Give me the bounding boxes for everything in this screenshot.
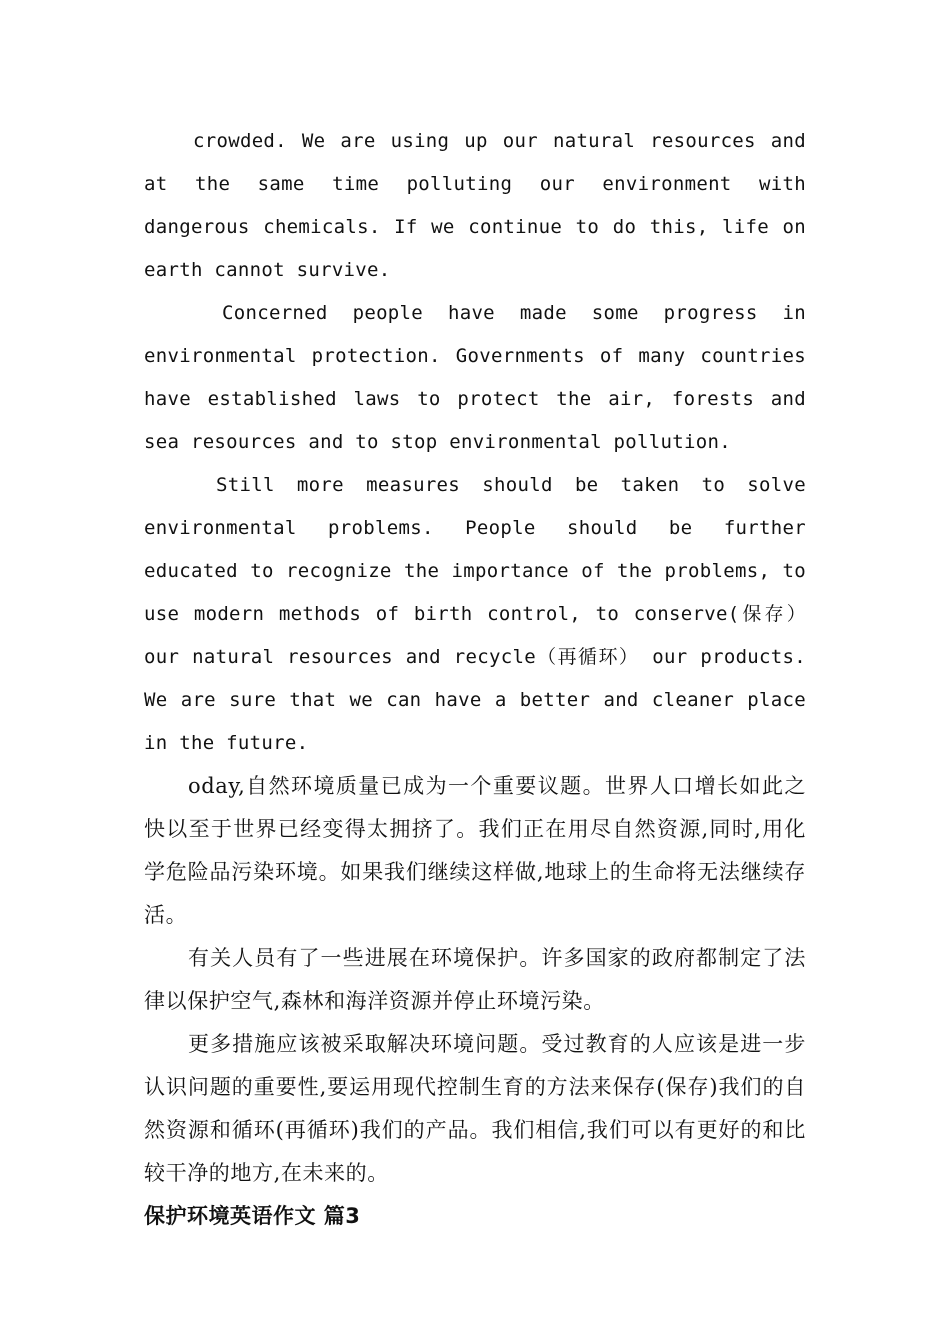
chinese-paragraph-1: oday,自然环境质量已成为一个重要议题。世界人口增长如此之快以至于世界已经变得太拥挤了。我们正在用尽自然资源,同时,用化学危险品污染环境。如果我们继续这样做,地球上的生命将无法继续存活。	[144, 774, 806, 927]
english-paragraph-2: Concerned people have made some progress in environmental protection. Governments of many countries have established laws to protect the air, forests and sea resources and to stop environmental pollution.	[144, 302, 806, 453]
chinese-paragraph-3: 更多措施应该被采取解决环境问题。受过教育的人应该是进一步认识问题的重要性,要运用现代控制生育的方法来保存(保存)我们的自然资源和循环(再循环)我们的产品。我们相信,我们可以有更好的和比较干净的地方,在未来的。	[144, 1032, 806, 1185]
english-paragraph-3: Still more measures should be taken to solve environmental problems. People should be further educated to recognize the importance of the problems, to use modern methods of birth control, to conserve(保存） our natural resources and recycle（再循环） our products. We are sure that we can have a better and cleaner place in the future.	[144, 474, 806, 754]
chinese-paragraph-2: 有关人员有了一些进展在环境保护。许多国家的政府都制定了法律以保护空气,森林和海洋资源并停止环境污染。	[144, 946, 806, 1013]
section-heading: 保护环境英语作文 篇3	[144, 1204, 361, 1228]
english-paragraph-1: crowded. We are using up our natural resources and at the same time polluting our environment with dangerous chemicals. If we continue to do this, life on earth cannot survive.	[144, 130, 806, 281]
document-page	[144, 120, 806, 1238]
